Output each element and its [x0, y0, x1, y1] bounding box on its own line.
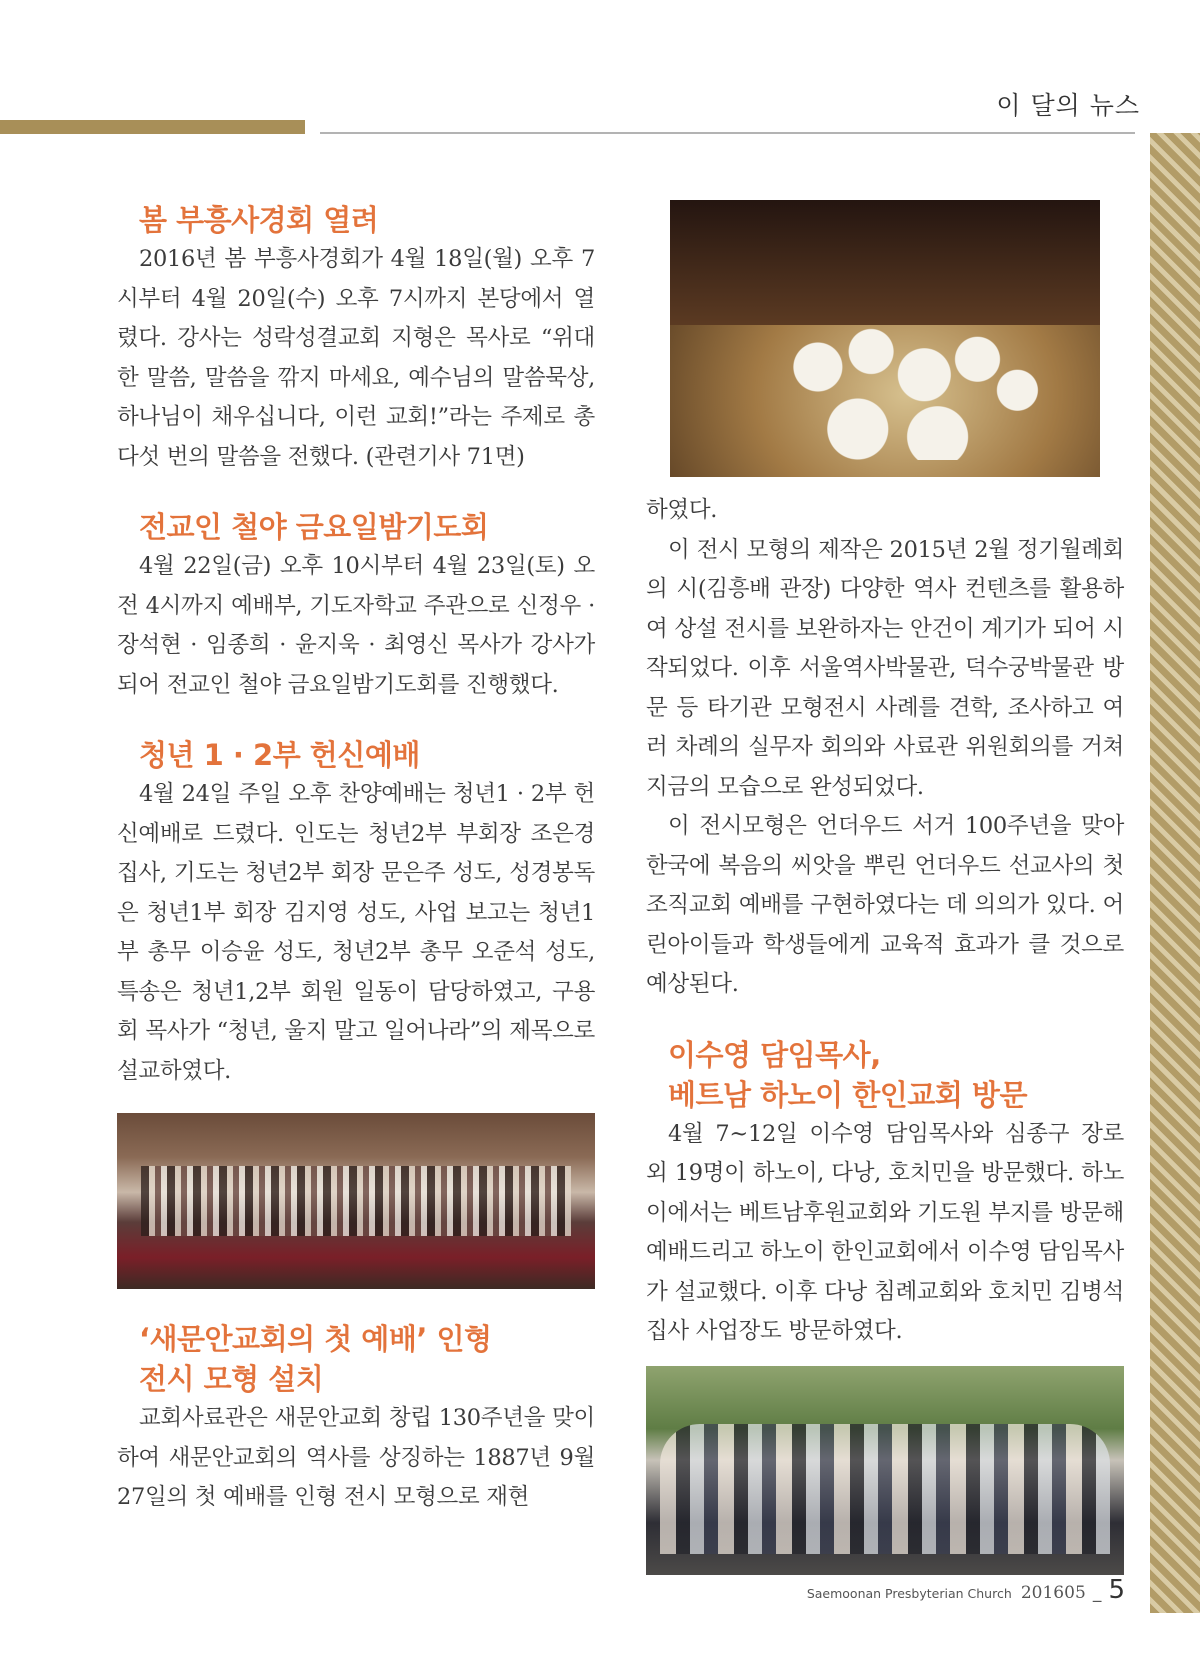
article-body-revival: 2016년 봄 부흥사경회가 4월 18일(월) 오후 7시부터 4월 20일(수) 오후 7시까지 본당에서 열렸다. 강사는 성락성결교회 지형은 목사로 “위대한 말씀, 말씀을 깎지 마세요, 예수님의 말씀묵상, 하나님이 채우십니다, 이런 교회!”라는 주제로 총 다섯 번의 말씀을 전했다. (관련기사 71면)	[117, 246, 595, 470]
footer-separator: _	[1092, 1583, 1102, 1603]
photo-hanoi-group	[646, 1366, 1124, 1575]
article-title-prayer: 전교인 철야 금요일밤기도회	[139, 510, 489, 544]
footer-church-name: Saemoonan Presbyterian Church	[806, 1586, 1012, 1601]
article-body-exhibit-para2: 이 전시 모형의 제작은 2015년 2월 정기월례회의 시(김흥배 관장) 다양한 역사 컨텐츠를 활용하여 상설 전시를 보완하자는 안건이 계기가 되어 시작되었다. 이후 서울역사박물관, 덕수궁박물관 방문 등 타기관 모형전시 사례를 견학, 조사하고 여러 차례의 실무자 회의와 사료관 위원회의를 거쳐 지금의 모습으로 완성되었다.	[646, 536, 1124, 800]
article-body-exhibit-part2: 하였다.	[646, 497, 718, 523]
header-rule	[320, 132, 1135, 134]
photo-exhibit-dolls	[670, 200, 1100, 477]
page-footer	[807, 1575, 1125, 1605]
article-body-exhibit-part1: 교회사료관은 새문안교회 창립 130주년을 맞이하여 새문안교회의 역사를 상징하는 1887년 9월 27일의 첫 예배를 인형 전시 모형으로 재현	[117, 1405, 595, 1510]
article-body-hanoi: 4월 7~12일 이수영 담임목사와 심종구 장로 외 19명이 하노이, 다낭, 호치민을 방문했다. 하노이에서는 베트남후원교회와 기도원 부지를 방문해 예배드리고 하노이 한인교회에서 이수영 담임목사가 설교했다. 이후 다낭 침례교회와 호치민 김병석 집사 사업장도 방문하였다.	[646, 1120, 1124, 1344]
header-gold-bar	[0, 120, 305, 134]
article-title-hanoi-line2: 베트남 하노이 한인교회 방문	[668, 1077, 1027, 1112]
article-body-youth: 4월 24일 주일 오후 찬양예배는 청년1 · 2부 헌신예배로 드렸다. 인도는 청년2부 부회장 조은경 집사, 기도는 청년2부 회장 문은주 성도, 성경봉독은 청년1부 회장 김지영 성도, 사업 보고는 청년1부 총무 이승윤 성도, 청년2부 총무 오준석 성도, 특송은 청년1,2부 회원 일동이 담당하였고, 구용회 목사가 “청년, 울지 말고 일어나라”의 제목으로 설교하였다.	[117, 781, 595, 1084]
photo-youth-choir	[117, 1113, 595, 1289]
article-title-exhibit-line2: 전시 모형 설치	[139, 1362, 324, 1396]
article-body-prayer: 4월 22일(금) 오후 10시부터 4월 23일(토) 오전 4시까지 예배부, 기도자학교 주관으로 신정우 · 장석현 · 임종희 · 윤지욱 · 최영신 목사가 강사가 되어 전교인 철야 금요일밤기도회를 진행했다.	[117, 553, 595, 698]
article-title-revival: 봄 부흥사경회 열려	[139, 203, 379, 237]
page-number: 5	[1108, 1575, 1125, 1605]
article-body-exhibit-para3: 이 전시모형은 언더우드 서거 100주년을 맞아 한국에 복음의 씨앗을 뿌린 언더우드 선교사의 첫 조직교회 예배를 구현하였다는 데 의의가 있다. 어린아이들과 학생들에게 교육적 효과가 클 것으로 예상된다.	[646, 813, 1124, 997]
right-column	[646, 200, 1124, 1575]
article-title-hanoi-line1: 이수영 담임목사,	[668, 1037, 881, 1072]
article-title-youth: 청년 1 · 2부 헌신예배	[139, 738, 420, 772]
section-label: 이 달의 뉴스	[996, 91, 1140, 120]
footer-issue: 201605	[1020, 1583, 1086, 1603]
left-column	[117, 200, 595, 1518]
side-stripe-decoration	[1150, 133, 1200, 1613]
article-title-exhibit-line1: ‘새문안교회의 첫 예배’ 인형	[139, 1322, 492, 1356]
